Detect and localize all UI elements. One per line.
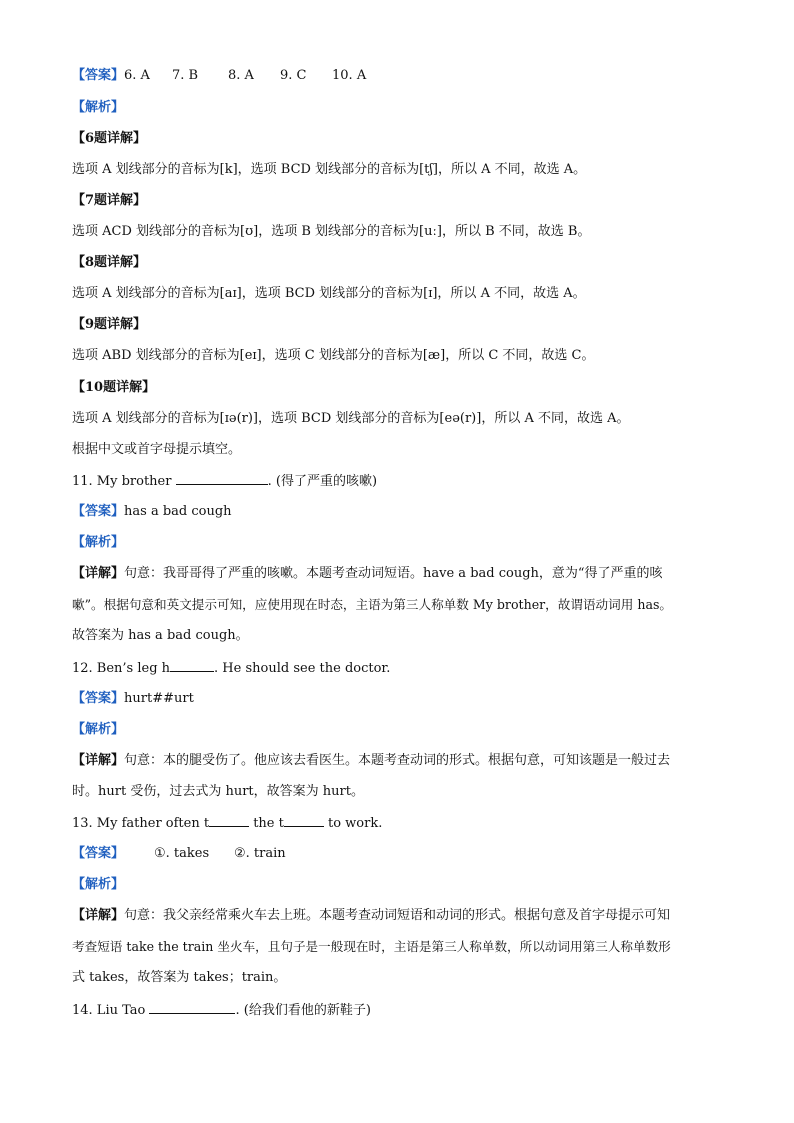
- q14-prefix: 14. Liu Tao: [72, 1003, 146, 1018]
- q13-detail-line2: 考查短语 take the train 坐火车，且句子是一般现在时，主语是第三人称单数，所以动词用第三人称单数形: [72, 939, 671, 954]
- answer-6: 6. A: [124, 68, 150, 83]
- detail-tag: 【详解】: [72, 753, 125, 768]
- analysis-tag-6-10: [72, 98, 124, 118]
- q11-blank: [176, 471, 268, 485]
- detail-6-title: 【6题详解】: [72, 131, 147, 146]
- answer-tag: 【答案】: [72, 68, 125, 83]
- q12-answer-line: [72, 689, 194, 709]
- q12-prefix: 12. Ben’s leg h: [72, 661, 171, 676]
- q13-answer-1: ①. takes: [154, 846, 210, 861]
- answer-tag: 【答案】: [72, 504, 125, 519]
- answers-6-10-line: [72, 66, 366, 86]
- q11-analysis: [72, 533, 124, 553]
- detail-tag: 【详解】: [72, 566, 125, 581]
- q13-detail-text1: 句意：我父亲经常乘火车去上班。本题考查动词短语和动词的形式。根据句意及首字母提示可知: [124, 908, 671, 923]
- q13-detail-line3: 式 takes，故答案为 takes；train。: [72, 970, 287, 985]
- q13-blank-2: [284, 813, 324, 827]
- q13-detail-line1: [72, 906, 670, 926]
- q13-answer-2: ②. train: [234, 846, 286, 861]
- question-13: [72, 813, 382, 833]
- detail-9-title: 【9题详解】: [72, 317, 147, 332]
- analysis-tag: 【解析】: [72, 100, 125, 115]
- q12-analysis: [72, 720, 124, 740]
- q11-detail-text1: 句意：我哥哥得了严重的咳嗽。本题考查动词短语。have a bad cough，意为“得了严重的咳: [124, 566, 663, 581]
- q14-blank: [149, 1000, 235, 1014]
- q14-suffix: . (给我们看他的新鞋子): [235, 1003, 371, 1018]
- analysis-tag: 【解析】: [72, 877, 125, 892]
- detail-6-text: 选项 A 划线部分的音标为[k]，选项 BCD 划线部分的音标为[tʃ]，所以 A 不同，故选 A。: [72, 162, 587, 177]
- answer-8: 8. A: [228, 68, 254, 83]
- q11-prefix: 11. My brother: [72, 474, 172, 489]
- answer-tag: 【答案】: [72, 846, 125, 861]
- q13-blank-1: [209, 813, 249, 827]
- q12-detail-line2: 时。hurt 受伤，过去式为 hurt，故答案为 hurt。: [72, 784, 364, 799]
- q13-mid: the t: [249, 816, 284, 831]
- detail-8-title: 【8题详解】: [72, 255, 147, 270]
- answer-9: 9. C: [280, 68, 307, 83]
- detail-8-text: 选项 A 划线部分的音标为[aɪ]，选项 BCD 划线部分的音标为[ɪ]，所以 A 不同，故选 A。: [72, 286, 586, 301]
- question-11: [72, 471, 377, 491]
- question-14: [72, 1000, 371, 1020]
- q11-detail-line3: 故答案为 has a bad cough。: [72, 628, 249, 643]
- detail-10-title: 【10题详解】: [72, 380, 156, 395]
- q12-detail-text1: 句意：本的腿受伤了。他应该去看医生。本题考查动词的形式。根据句意，可知该题是一般过去: [124, 753, 671, 768]
- answer-10: 10. A: [332, 68, 367, 83]
- q12-blank: [170, 658, 214, 672]
- q13-answer-line: [72, 844, 286, 864]
- q12-suffix: . He should see the doctor.: [214, 661, 391, 676]
- analysis-tag: 【解析】: [72, 722, 125, 737]
- answer-7: 7. B: [172, 68, 199, 83]
- detail-7-title: 【7题详解】: [72, 193, 147, 208]
- q12-answer: hurt##urt: [124, 691, 194, 706]
- analysis-tag: 【解析】: [72, 535, 125, 550]
- q11-detail-line1: [72, 564, 663, 584]
- detail-10-text: 选项 A 划线部分的音标为[ɪə(r)]，选项 BCD 划线部分的音标为[eə(r)]，所以 A 不同，故选 A。: [72, 411, 630, 426]
- question-12: [72, 658, 390, 678]
- q12-detail-line1: [72, 751, 670, 771]
- detail-7-text: 选项 ACD 划线部分的音标为[ʊ]，选项 B 划线部分的音标为[uː]，所以 B 不同，故选 B。: [72, 224, 591, 239]
- q13-suffix: to work.: [323, 816, 383, 831]
- detail-tag: 【详解】: [72, 908, 125, 923]
- q13-prefix: 13. My father often t: [72, 816, 210, 831]
- q11-detail-line2: 嗽”。根据句意和英文提示可知，应使用现在时态，主语为第三人称单数 My brother，故谓语动词用 has。: [72, 597, 673, 612]
- q13-analysis: [72, 875, 124, 895]
- answer-tag: 【答案】: [72, 691, 125, 706]
- q11-answer: has a bad cough: [124, 504, 232, 519]
- section-instruction: 根据中文或首字母提示填空。: [72, 442, 242, 457]
- detail-9-text: 选项 ABD 划线部分的音标为[eɪ]，选项 C 划线部分的音标为[æ]，所以 C 不同，故选 C。: [72, 348, 595, 363]
- q11-answer-line: [72, 502, 232, 522]
- q11-suffix: . (得了严重的咳嗽): [267, 474, 378, 489]
